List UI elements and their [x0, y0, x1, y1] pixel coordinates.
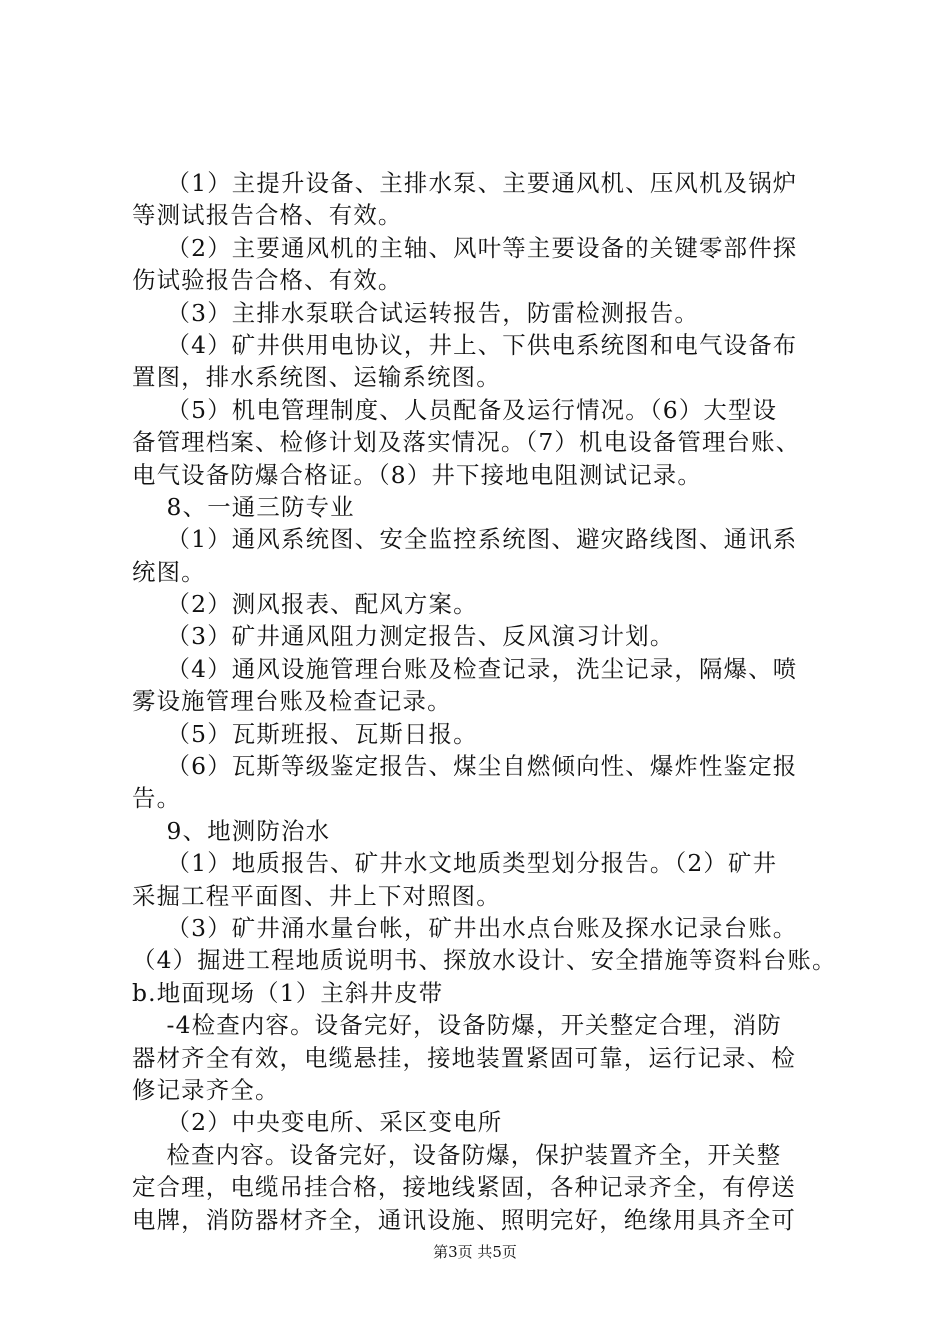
text-line: （3）矿井通风阻力测定报告、反风演习计划。: [132, 622, 675, 651]
text-line: （4）掘进工程地质说明书、探放水设计、安全措施等资料台账。: [132, 946, 837, 975]
text-line: 修记录齐全。: [132, 1075, 280, 1104]
text-line: （1）地质报告、矿井水文地质类型划分报告。（2）矿井: [132, 849, 778, 878]
page-footer: 第3页 共5页: [433, 1243, 517, 1261]
text-line: 9、地测防治水: [132, 816, 331, 845]
text-line: （4）矿井供用电协议，井上、下供电系统图和电气设备布: [132, 330, 798, 359]
text-line: 电牌，消防器材齐全，通讯设施、照明完好，绝缘用具齐全可: [132, 1205, 796, 1234]
text-line: （5）机电管理制度、人员配备及运行情况。（6）大型设: [132, 395, 778, 424]
text-line: 统图。: [132, 557, 206, 586]
text-line: （5）瓦斯班报、瓦斯日报。: [132, 719, 478, 748]
text-line: -4检查内容。设备完好，设备防爆，开关整定合理，消防: [132, 1011, 782, 1040]
text-line: 检查内容。设备完好，设备防爆，保护装置齐全，开关整: [132, 1140, 782, 1169]
text-line: （2）中央变电所、采区变电所: [132, 1108, 503, 1137]
text-line: 雾设施管理台账及检查记录。: [132, 687, 452, 716]
text-line: （6）瓦斯等级鉴定报告、煤尘自燃倾向性、爆炸性鉴定报: [132, 752, 798, 781]
text-line: 定合理，电缆吊挂合格，接地线紧固，各种记录齐全，有停送: [132, 1173, 796, 1202]
document-body: [132, 167, 837, 1236]
text-line: 电气设备防爆合格证。（8）井下接地电阻测试记录。: [132, 460, 702, 489]
text-line: （4）通风设施管理台账及检查记录，洗尘记录，隔爆、喷: [132, 654, 798, 683]
text-line: 器材齐全有效，电缆悬挂，接地装置紧固可靠，运行记录、检: [132, 1043, 796, 1072]
text-line: b.地面现场（1）主斜井皮带: [132, 978, 444, 1007]
text-line: （3）主排水泵联合试运转报告，防雷检测报告。: [132, 298, 700, 327]
text-line: 置图，排水系统图、运输系统图。: [132, 363, 501, 392]
text-line: 采掘工程平面图、井上下对照图。: [132, 881, 501, 910]
text-line: （1）通风系统图、安全监控系统图、避灾路线图、通讯系: [132, 525, 798, 554]
text-line: 伤试验报告合格、有效。: [132, 266, 403, 295]
text-line: 8、一通三防专业: [132, 492, 355, 521]
text-line: （2）主要通风机的主轴、风叶等主要设备的关键零部件探: [132, 233, 798, 262]
text-line: （1）主提升设备、主排水泵、主要通风机、压风机及锅炉: [132, 169, 798, 197]
text-line: （3）矿井涌水量台帐，矿井出水点台账及探水记录台账。: [132, 913, 798, 942]
text-line: 备管理档案、检修计划及落实情况。（7）机电设备管理台账、: [132, 428, 801, 457]
text-line: 等测试报告合格、有效。: [132, 201, 403, 230]
text-line: 告。: [132, 784, 182, 813]
text-line: （2）测风报表、配风方案。: [132, 590, 478, 619]
